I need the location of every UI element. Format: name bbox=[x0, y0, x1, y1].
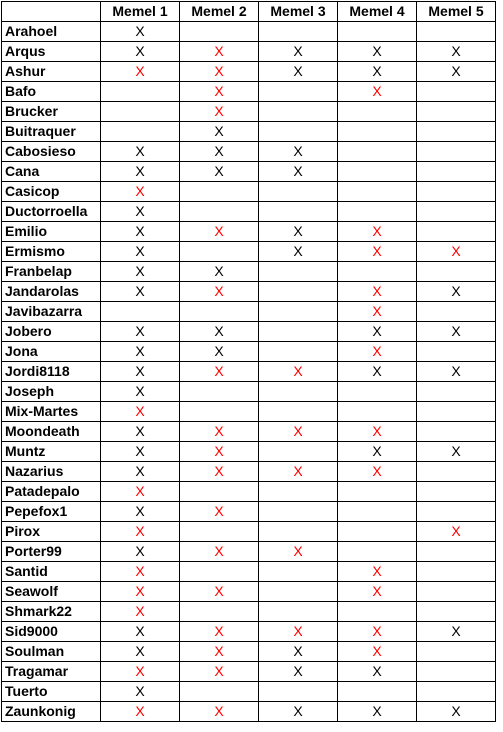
red-x-mark-cell[interactable]: X bbox=[338, 562, 417, 582]
attendance-table bbox=[1, 1, 496, 722]
empty-cell[interactable] bbox=[417, 262, 496, 282]
empty-cell[interactable] bbox=[259, 682, 338, 702]
black-x-mark-cell[interactable]: X bbox=[101, 42, 180, 62]
red-x-mark-cell[interactable]: X bbox=[259, 542, 338, 562]
empty-cell[interactable] bbox=[101, 102, 180, 122]
row-name-cell[interactable]: Sid9000 bbox=[2, 622, 101, 642]
black-x-mark-cell[interactable]: X bbox=[101, 422, 180, 442]
black-x-mark-cell[interactable]: X bbox=[338, 442, 417, 462]
table-row bbox=[2, 22, 496, 42]
table-row bbox=[2, 522, 496, 542]
red-x-mark-cell[interactable]: X bbox=[180, 82, 259, 102]
row-name-cell[interactable]: Shmark22 bbox=[2, 602, 101, 622]
red-x-mark-cell[interactable]: X bbox=[101, 182, 180, 202]
table-row bbox=[2, 322, 496, 342]
empty-cell[interactable] bbox=[180, 602, 259, 622]
table-row bbox=[2, 302, 496, 322]
row-name-cell[interactable]: Joseph bbox=[2, 382, 101, 402]
red-x-mark-cell[interactable]: X bbox=[180, 622, 259, 642]
empty-cell[interactable] bbox=[338, 162, 417, 182]
empty-cell[interactable] bbox=[259, 522, 338, 542]
black-x-mark-cell[interactable]: X bbox=[338, 322, 417, 342]
black-x-mark-cell[interactable]: X bbox=[417, 62, 496, 82]
red-x-mark-cell[interactable]: X bbox=[101, 482, 180, 502]
black-x-mark-cell[interactable]: X bbox=[101, 22, 180, 42]
red-x-mark-cell[interactable]: X bbox=[180, 542, 259, 562]
table-row bbox=[2, 42, 496, 62]
black-x-mark-cell[interactable]: X bbox=[101, 642, 180, 662]
empty-cell[interactable] bbox=[101, 122, 180, 142]
red-x-mark-cell[interactable]: X bbox=[180, 362, 259, 382]
red-x-mark-cell[interactable]: X bbox=[259, 622, 338, 642]
table-row bbox=[2, 702, 496, 722]
black-x-mark-cell[interactable]: X bbox=[259, 642, 338, 662]
row-name-cell[interactable]: Tragamar bbox=[2, 662, 101, 682]
black-x-mark-cell[interactable]: X bbox=[101, 242, 180, 262]
empty-cell[interactable] bbox=[417, 422, 496, 442]
table-row bbox=[2, 122, 496, 142]
table-row bbox=[2, 462, 496, 482]
row-name-cell[interactable]: Buitraquer bbox=[2, 122, 101, 142]
red-x-mark-cell[interactable]: X bbox=[338, 222, 417, 242]
empty-cell[interactable] bbox=[338, 522, 417, 542]
empty-cell[interactable] bbox=[338, 22, 417, 42]
empty-cell[interactable] bbox=[180, 382, 259, 402]
empty-cell[interactable] bbox=[259, 382, 338, 402]
black-x-mark-cell[interactable]: X bbox=[101, 502, 180, 522]
header-cell-memel-1[interactable]: Memel 1 bbox=[101, 2, 180, 22]
empty-cell[interactable] bbox=[338, 202, 417, 222]
red-x-mark-cell[interactable]: X bbox=[180, 502, 259, 522]
empty-cell[interactable] bbox=[417, 22, 496, 42]
table-row bbox=[2, 562, 496, 582]
black-x-mark-cell[interactable]: X bbox=[417, 622, 496, 642]
empty-cell[interactable] bbox=[259, 442, 338, 462]
empty-cell[interactable] bbox=[338, 542, 417, 562]
red-x-mark-cell[interactable]: X bbox=[101, 662, 180, 682]
black-x-mark-cell[interactable]: X bbox=[180, 342, 259, 362]
empty-cell[interactable] bbox=[417, 102, 496, 122]
empty-cell[interactable] bbox=[338, 142, 417, 162]
black-x-mark-cell[interactable]: X bbox=[417, 282, 496, 302]
empty-cell[interactable] bbox=[259, 262, 338, 282]
empty-cell[interactable] bbox=[259, 582, 338, 602]
table-row bbox=[2, 422, 496, 442]
red-x-mark-cell[interactable]: X bbox=[101, 402, 180, 422]
black-x-mark-cell[interactable]: X bbox=[259, 662, 338, 682]
row-name-cell[interactable]: Arqus bbox=[2, 42, 101, 62]
table-row bbox=[2, 622, 496, 642]
table-row bbox=[2, 682, 496, 702]
table-row bbox=[2, 502, 496, 522]
row-name-cell[interactable]: Porter99 bbox=[2, 542, 101, 562]
red-x-mark-cell[interactable]: X bbox=[180, 422, 259, 442]
red-x-mark-cell[interactable]: X bbox=[259, 462, 338, 482]
empty-cell[interactable] bbox=[417, 542, 496, 562]
row-name-cell[interactable]: Pirox bbox=[2, 522, 101, 542]
row-name-cell[interactable]: Javibazarra bbox=[2, 302, 101, 322]
table-row bbox=[2, 362, 496, 382]
row-name-cell[interactable]: Muntz bbox=[2, 442, 101, 462]
row-name-cell[interactable]: Bafo bbox=[2, 82, 101, 102]
row-name-cell[interactable]: Cabosieso bbox=[2, 142, 101, 162]
black-x-mark-cell[interactable]: X bbox=[417, 322, 496, 342]
empty-cell[interactable] bbox=[259, 302, 338, 322]
empty-cell[interactable] bbox=[180, 302, 259, 322]
red-x-mark-cell[interactable]: X bbox=[259, 422, 338, 442]
red-x-mark-cell[interactable]: X bbox=[180, 62, 259, 82]
empty-cell[interactable] bbox=[338, 262, 417, 282]
red-x-mark-cell[interactable]: X bbox=[338, 302, 417, 322]
empty-cell[interactable] bbox=[259, 602, 338, 622]
row-name-cell[interactable]: Emilio bbox=[2, 222, 101, 242]
empty-cell[interactable] bbox=[417, 382, 496, 402]
table-row bbox=[2, 262, 496, 282]
header-cell-corner[interactable] bbox=[2, 2, 101, 22]
table-row bbox=[2, 482, 496, 502]
empty-cell[interactable] bbox=[417, 642, 496, 662]
empty-cell[interactable] bbox=[338, 482, 417, 502]
row-name-cell[interactable]: Pepefox1 bbox=[2, 502, 101, 522]
black-x-mark-cell[interactable]: X bbox=[259, 162, 338, 182]
table-row bbox=[2, 342, 496, 362]
black-x-mark-cell[interactable]: X bbox=[338, 702, 417, 722]
empty-cell[interactable] bbox=[338, 182, 417, 202]
empty-cell[interactable] bbox=[417, 182, 496, 202]
empty-cell[interactable] bbox=[417, 402, 496, 422]
empty-cell[interactable] bbox=[417, 482, 496, 502]
empty-cell[interactable] bbox=[259, 342, 338, 362]
empty-cell[interactable] bbox=[259, 482, 338, 502]
row-name-cell[interactable]: Nazarius bbox=[2, 462, 101, 482]
row-name-cell[interactable]: Moondeath bbox=[2, 422, 101, 442]
black-x-mark-cell[interactable]: X bbox=[338, 62, 417, 82]
table-row bbox=[2, 642, 496, 662]
empty-cell[interactable] bbox=[101, 302, 180, 322]
empty-cell[interactable] bbox=[180, 22, 259, 42]
table-row bbox=[2, 442, 496, 462]
header-cell-memel-4[interactable]: Memel 4 bbox=[338, 2, 417, 22]
red-x-mark-cell[interactable]: X bbox=[180, 42, 259, 62]
red-x-mark-cell[interactable]: X bbox=[338, 342, 417, 362]
empty-cell[interactable] bbox=[417, 122, 496, 142]
red-x-mark-cell[interactable]: X bbox=[101, 522, 180, 542]
black-x-mark-cell[interactable]: X bbox=[101, 362, 180, 382]
empty-cell[interactable] bbox=[417, 202, 496, 222]
row-name-cell[interactable]: Brucker bbox=[2, 102, 101, 122]
black-x-mark-cell[interactable]: X bbox=[259, 62, 338, 82]
table-row bbox=[2, 82, 496, 102]
empty-cell[interactable] bbox=[259, 282, 338, 302]
empty-cell[interactable] bbox=[180, 682, 259, 702]
table-row bbox=[2, 582, 496, 602]
empty-cell[interactable] bbox=[417, 342, 496, 362]
row-name-cell[interactable]: Franbelap bbox=[2, 262, 101, 282]
row-name-cell[interactable]: Jobero bbox=[2, 322, 101, 342]
black-x-mark-cell[interactable]: X bbox=[101, 622, 180, 642]
row-name-cell[interactable]: Cana bbox=[2, 162, 101, 182]
red-x-mark-cell[interactable]: X bbox=[417, 242, 496, 262]
black-x-mark-cell[interactable]: X bbox=[101, 322, 180, 342]
black-x-mark-cell[interactable]: X bbox=[101, 442, 180, 462]
empty-cell[interactable] bbox=[417, 222, 496, 242]
table-body bbox=[2, 22, 496, 722]
table-row bbox=[2, 402, 496, 422]
red-x-mark-cell[interactable]: X bbox=[101, 702, 180, 722]
table-row bbox=[2, 602, 496, 622]
empty-cell[interactable] bbox=[417, 82, 496, 102]
black-x-mark-cell[interactable]: X bbox=[417, 362, 496, 382]
empty-cell[interactable] bbox=[338, 502, 417, 522]
black-x-mark-cell[interactable]: X bbox=[259, 242, 338, 262]
row-name-cell[interactable]: Patadepalo bbox=[2, 482, 101, 502]
red-x-mark-cell[interactable]: X bbox=[101, 602, 180, 622]
row-name-cell[interactable]: Ermismo bbox=[2, 242, 101, 262]
red-x-mark-cell[interactable]: X bbox=[101, 62, 180, 82]
black-x-mark-cell[interactable]: X bbox=[101, 542, 180, 562]
empty-cell[interactable] bbox=[338, 122, 417, 142]
empty-cell[interactable] bbox=[417, 582, 496, 602]
empty-cell[interactable] bbox=[180, 182, 259, 202]
empty-cell[interactable] bbox=[338, 382, 417, 402]
black-x-mark-cell[interactable]: X bbox=[338, 662, 417, 682]
black-x-mark-cell[interactable]: X bbox=[101, 282, 180, 302]
empty-cell[interactable] bbox=[101, 82, 180, 102]
row-name-cell[interactable]: Santid bbox=[2, 562, 101, 582]
row-name-cell[interactable]: Jandarolas bbox=[2, 282, 101, 302]
red-x-mark-cell[interactable]: X bbox=[180, 222, 259, 242]
red-x-mark-cell[interactable]: X bbox=[180, 282, 259, 302]
empty-cell[interactable] bbox=[259, 122, 338, 142]
black-x-mark-cell[interactable]: X bbox=[417, 42, 496, 62]
empty-cell[interactable] bbox=[417, 682, 496, 702]
row-name-cell[interactable]: Zaunkonig bbox=[2, 702, 101, 722]
empty-cell[interactable] bbox=[259, 22, 338, 42]
black-x-mark-cell[interactable]: X bbox=[101, 342, 180, 362]
empty-cell[interactable] bbox=[417, 562, 496, 582]
row-name-cell[interactable]: Casicop bbox=[2, 182, 101, 202]
black-x-mark-cell[interactable]: X bbox=[180, 142, 259, 162]
black-x-mark-cell[interactable]: X bbox=[338, 362, 417, 382]
empty-cell[interactable] bbox=[417, 602, 496, 622]
black-x-mark-cell[interactable]: X bbox=[101, 682, 180, 702]
red-x-mark-cell[interactable]: X bbox=[338, 622, 417, 642]
row-name-cell[interactable]: Soulman bbox=[2, 642, 101, 662]
row-name-cell[interactable]: Jordi8118 bbox=[2, 362, 101, 382]
table-row bbox=[2, 202, 496, 222]
row-name-cell[interactable]: Seawolf bbox=[2, 582, 101, 602]
red-x-mark-cell[interactable]: X bbox=[417, 522, 496, 542]
empty-cell[interactable] bbox=[417, 462, 496, 482]
empty-cell[interactable] bbox=[417, 662, 496, 682]
row-name-cell[interactable]: Ductorroella bbox=[2, 202, 101, 222]
black-x-mark-cell[interactable]: X bbox=[417, 442, 496, 462]
red-x-mark-cell[interactable]: X bbox=[338, 82, 417, 102]
table-row bbox=[2, 162, 496, 182]
row-name-cell[interactable]: Mix-Martes bbox=[2, 402, 101, 422]
table-row bbox=[2, 62, 496, 82]
empty-cell[interactable] bbox=[259, 502, 338, 522]
header-cell-memel-3[interactable]: Memel 3 bbox=[259, 2, 338, 22]
empty-cell[interactable] bbox=[180, 402, 259, 422]
red-x-mark-cell[interactable]: X bbox=[338, 462, 417, 482]
table-row bbox=[2, 222, 496, 242]
table-row bbox=[2, 542, 496, 562]
black-x-mark-cell[interactable]: X bbox=[259, 142, 338, 162]
black-x-mark-cell[interactable]: X bbox=[101, 462, 180, 482]
red-x-mark-cell[interactable]: X bbox=[338, 582, 417, 602]
red-x-mark-cell[interactable]: X bbox=[338, 422, 417, 442]
row-name-cell[interactable]: Jona bbox=[2, 342, 101, 362]
red-x-mark-cell[interactable]: X bbox=[180, 102, 259, 122]
red-x-mark-cell[interactable]: X bbox=[101, 562, 180, 582]
empty-cell[interactable] bbox=[338, 682, 417, 702]
table-row bbox=[2, 142, 496, 162]
empty-cell[interactable] bbox=[180, 562, 259, 582]
empty-cell[interactable] bbox=[259, 102, 338, 122]
red-x-mark-cell[interactable]: X bbox=[259, 362, 338, 382]
table-row bbox=[2, 282, 496, 302]
table-row bbox=[2, 182, 496, 202]
red-x-mark-cell[interactable]: X bbox=[180, 442, 259, 462]
black-x-mark-cell[interactable]: X bbox=[417, 702, 496, 722]
black-x-mark-cell[interactable]: X bbox=[101, 142, 180, 162]
header-row bbox=[2, 2, 496, 22]
black-x-mark-cell[interactable]: X bbox=[259, 42, 338, 62]
empty-cell[interactable] bbox=[180, 242, 259, 262]
empty-cell[interactable] bbox=[259, 82, 338, 102]
header-cell-memel-2[interactable]: Memel 2 bbox=[180, 2, 259, 22]
row-name-cell[interactable]: Arahoel bbox=[2, 22, 101, 42]
empty-cell[interactable] bbox=[259, 202, 338, 222]
empty-cell[interactable] bbox=[180, 482, 259, 502]
red-x-mark-cell[interactable]: X bbox=[338, 242, 417, 262]
black-x-mark-cell[interactable]: X bbox=[101, 382, 180, 402]
red-x-mark-cell[interactable]: X bbox=[338, 282, 417, 302]
header-cell-memel-5[interactable]: Memel 5 bbox=[417, 2, 496, 22]
black-x-mark-cell[interactable]: X bbox=[259, 222, 338, 242]
empty-cell[interactable] bbox=[417, 302, 496, 322]
red-x-mark-cell[interactable]: X bbox=[180, 462, 259, 482]
row-name-cell[interactable]: Ashur bbox=[2, 62, 101, 82]
empty-cell[interactable] bbox=[259, 402, 338, 422]
empty-cell[interactable] bbox=[338, 102, 417, 122]
black-x-mark-cell[interactable]: X bbox=[338, 42, 417, 62]
red-x-mark-cell[interactable]: X bbox=[180, 642, 259, 662]
empty-cell[interactable] bbox=[338, 402, 417, 422]
red-x-mark-cell[interactable]: X bbox=[101, 582, 180, 602]
table-row bbox=[2, 662, 496, 682]
row-name-cell[interactable]: Tuerto bbox=[2, 682, 101, 702]
black-x-mark-cell[interactable]: X bbox=[101, 202, 180, 222]
red-x-mark-cell[interactable]: X bbox=[180, 582, 259, 602]
empty-cell[interactable] bbox=[417, 142, 496, 162]
red-x-mark-cell[interactable]: X bbox=[180, 662, 259, 682]
red-x-mark-cell[interactable]: X bbox=[338, 642, 417, 662]
black-x-mark-cell[interactable]: X bbox=[259, 702, 338, 722]
table-row bbox=[2, 242, 496, 262]
black-x-mark-cell[interactable]: X bbox=[101, 262, 180, 282]
black-x-mark-cell[interactable]: X bbox=[180, 162, 259, 182]
black-x-mark-cell[interactable]: X bbox=[180, 262, 259, 282]
empty-cell[interactable] bbox=[417, 162, 496, 182]
black-x-mark-cell[interactable]: X bbox=[180, 322, 259, 342]
black-x-mark-cell[interactable]: X bbox=[101, 162, 180, 182]
empty-cell[interactable] bbox=[417, 502, 496, 522]
table-row bbox=[2, 102, 496, 122]
black-x-mark-cell[interactable]: X bbox=[180, 122, 259, 142]
table-row bbox=[2, 382, 496, 402]
empty-cell[interactable] bbox=[259, 322, 338, 342]
empty-cell[interactable] bbox=[338, 602, 417, 622]
empty-cell[interactable] bbox=[259, 182, 338, 202]
empty-cell[interactable] bbox=[180, 522, 259, 542]
black-x-mark-cell[interactable]: X bbox=[101, 222, 180, 242]
red-x-mark-cell[interactable]: X bbox=[180, 702, 259, 722]
empty-cell[interactable] bbox=[259, 562, 338, 582]
empty-cell[interactable] bbox=[180, 202, 259, 222]
